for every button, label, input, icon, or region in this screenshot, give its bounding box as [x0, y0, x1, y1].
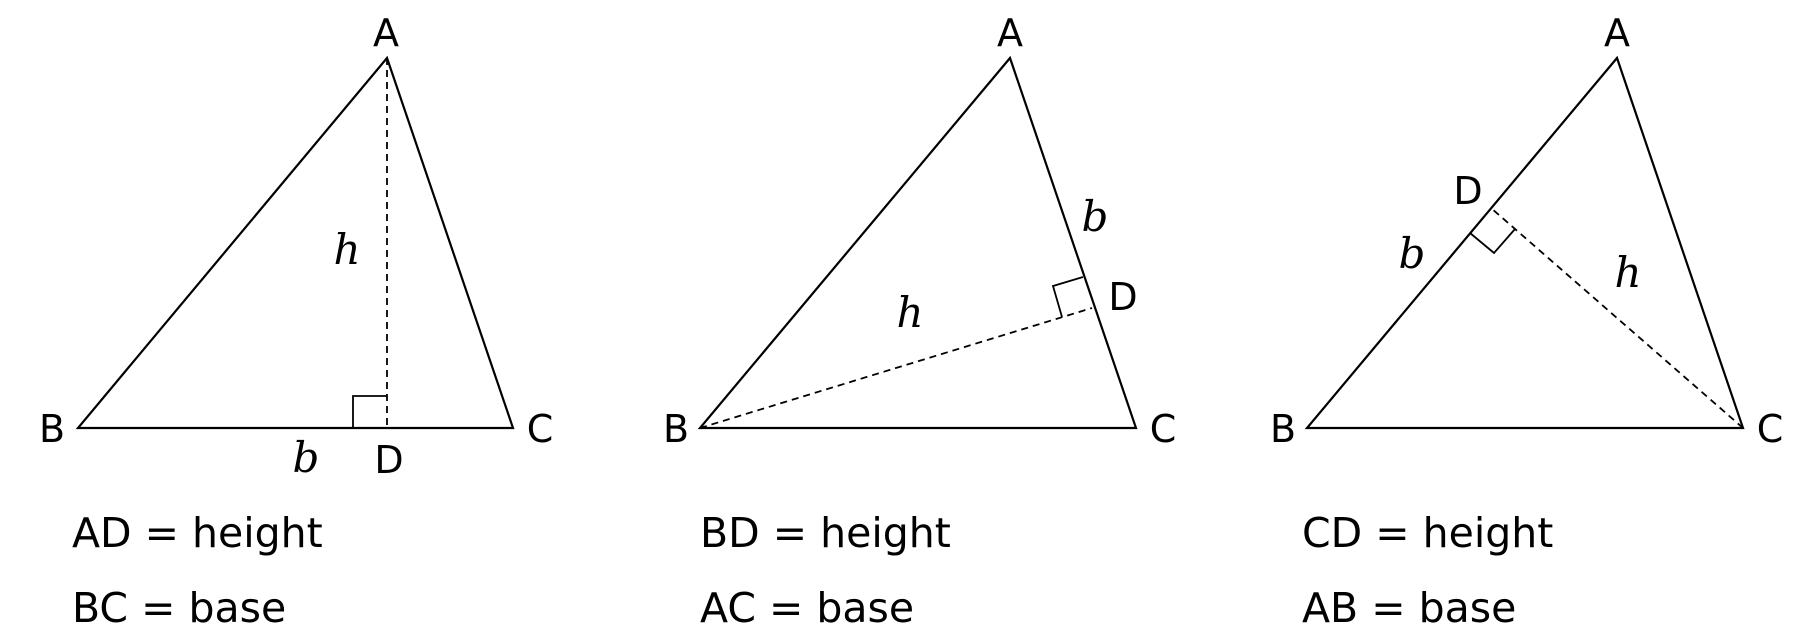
base-symbol-1: b [292, 433, 320, 482]
vertex-b-label-1: B [38, 407, 66, 451]
point-d-label-2: D [1108, 275, 1138, 319]
point-d-label-3: D [1453, 169, 1483, 213]
panel-2 [663, 11, 1176, 632]
caption-base-1: BC = base [72, 584, 287, 632]
vertex-b-label-3: B [1269, 407, 1297, 451]
caption-height-3: CD = height [1302, 509, 1554, 557]
vertex-c-label-1: C [526, 407, 554, 451]
vertex-b-label-2: B [662, 407, 690, 451]
triangle-abc-3 [1307, 58, 1743, 428]
panel-3 [1270, 11, 1783, 632]
vertex-a-label-2: A [997, 11, 1023, 55]
right-angle-mark-2 [1053, 277, 1083, 317]
caption-height-2: BD = height [700, 509, 951, 557]
height-symbol-3: h [1614, 248, 1642, 297]
height-symbol-1: h [333, 225, 361, 274]
triangle-abc-2 [700, 58, 1136, 428]
vertex-a-label-3: A [1604, 11, 1630, 55]
caption-base-2: AC = base [700, 584, 915, 632]
vertex-c-label-2: C [1149, 407, 1177, 451]
vertex-a-label-1: A [373, 11, 399, 55]
triangle-abc-1 [78, 58, 513, 428]
panel-1 [39, 11, 553, 632]
caption-base-3: AB = base [1302, 584, 1517, 632]
caption-height-1: AD = height [72, 509, 323, 557]
base-symbol-2: b [1081, 192, 1109, 241]
vertex-c-label-3: C [1756, 407, 1784, 451]
height-symbol-2: h [896, 288, 924, 337]
right-angle-mark-1 [353, 396, 387, 428]
base-symbol-3: b [1398, 229, 1426, 278]
point-d-label-1: D [374, 438, 404, 482]
right-angle-mark-3 [1470, 229, 1515, 253]
